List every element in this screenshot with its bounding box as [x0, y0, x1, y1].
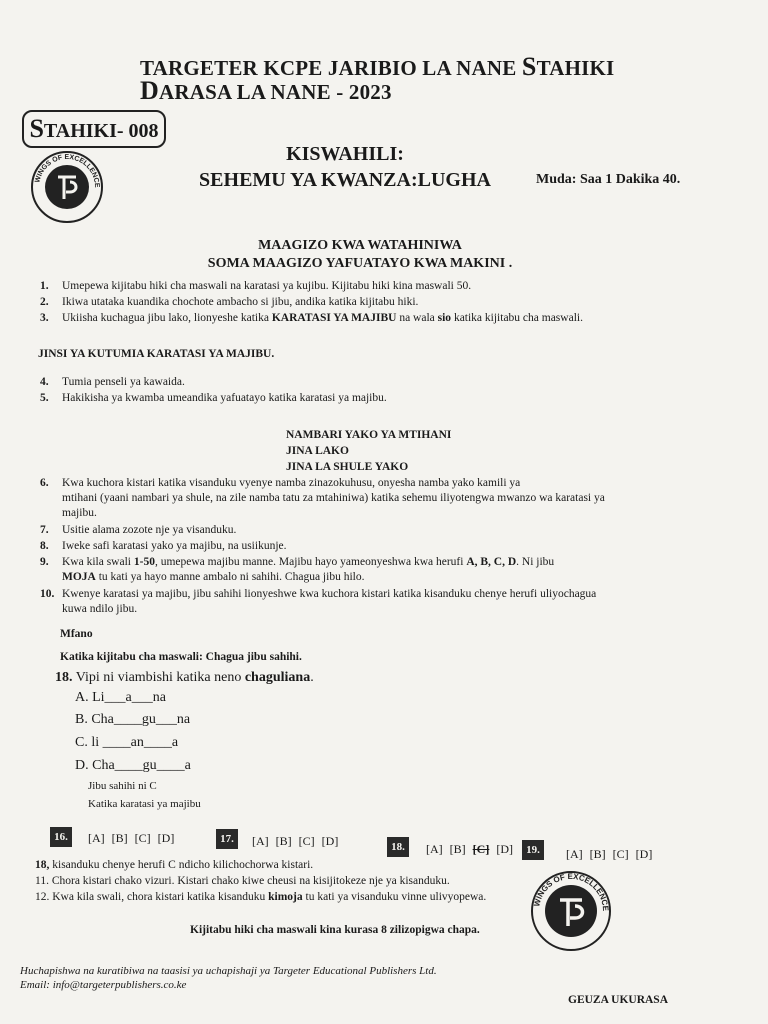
- answer-number-18: 18.: [387, 837, 409, 857]
- logo-text: WINGS OF EXCELLENCE: [34, 153, 101, 188]
- instruction-item: [40, 279, 740, 294]
- answer-options-17: [A] [B] [C] [D]: [252, 834, 339, 848]
- answer-options-19: [A] [B] [C] [D]: [566, 847, 653, 861]
- instruction-item: [40, 555, 750, 586]
- item-number: 1.: [40, 280, 49, 292]
- answer-sheet-section-heading: JINSI YA KUTUMIA KARATASI YA MAJIBU.: [38, 348, 275, 360]
- duration: Muda: Saa 1 Dakika 40.: [536, 172, 681, 187]
- instruction-item: [40, 295, 740, 310]
- answer-number-17: 17.: [216, 829, 238, 849]
- note-number: 18,: [35, 859, 50, 871]
- required-detail: JINA LAKO: [286, 445, 349, 457]
- question-text: Vipi ni viambishi katika neno: [75, 670, 245, 685]
- subject-line-2: SEHEMU YA KWANZA:LUGHA: [199, 169, 491, 191]
- required-detail: JINA LA SHULE YAKO: [286, 461, 409, 473]
- example-answer: Jibu sahihi ni C: [88, 780, 157, 792]
- subject-line-1: KISWAHILI:: [286, 143, 404, 165]
- note-text: 12. Kwa kila swali, chora kistari katika kisanduku: [35, 891, 269, 903]
- example-label: Mfano: [60, 628, 93, 640]
- exam-title-line-2: [140, 76, 392, 106]
- item-number: 6.: [40, 477, 49, 489]
- item-text: [62, 476, 605, 521]
- note-12: [35, 890, 486, 905]
- instructions-heading-line-2: SOMA MAAGIZO YAFUATAYO KWA MAKINI .: [207, 256, 513, 271]
- item-text-emphasis: A, B, C, D: [466, 556, 517, 568]
- note-11: 11. Chora kistari chako vizuri. Kistari chako kiwe cheusi na kisijitokeze nje ya kisanduku.: [35, 875, 450, 887]
- exam-title-rest: TAHIKI: [536, 56, 615, 80]
- wings-of-excellence-logo: [30, 150, 104, 224]
- publisher-footer: [20, 964, 437, 992]
- class-rest: ARASA LA NANE - 2023: [158, 80, 392, 104]
- answer-number-19: 19.: [522, 840, 544, 860]
- note-18: [35, 858, 313, 873]
- answer-option-group: [A] [B]: [426, 842, 473, 856]
- marked-option-c: [C]: [472, 842, 490, 856]
- item-number: 5.: [40, 392, 49, 404]
- answer-number-16: 16.: [50, 827, 72, 847]
- item-text: Hakikisha ya kwamba umeandika yafuatayo katika karatasi ya majibu.: [62, 392, 387, 404]
- item-text-part: tu kati ya hayo manne ambalo ni sahihi. Chagua jibu hilo.: [95, 571, 365, 583]
- item-text-part: Kwa kila swali: [62, 556, 134, 568]
- instructions-heading: [150, 237, 570, 273]
- example-option: B. Cha____gu___na: [75, 712, 191, 727]
- item-number: 8.: [40, 540, 49, 552]
- item-text-line: Kwa kuchora kistari katika visanduku vyenye namba zinazokuhusu, onyesha namba yako kamili ya: [62, 477, 521, 489]
- item-text-line: Kwenye karatasi ya majibu, jibu sahihi lionyeshwe kwa kuchora kistari katika kisanduku chenye herufi uliyochagua: [62, 588, 597, 600]
- pages-note: Kijitabu hiki cha maswali kina kurasa 8 zilizopigwa chapa.: [190, 924, 480, 936]
- item-text-emphasis: MOJA: [62, 571, 96, 583]
- note-text: tu kati ya visanduku vinne ulivyopewa.: [302, 891, 487, 903]
- item-text-line: kuwa ndilo jibu.: [62, 603, 138, 615]
- item-text-line: [62, 570, 554, 585]
- item-text-part: katika kijitabu cha maswali.: [451, 312, 583, 324]
- answer-options-16: [A] [B] [C] [D]: [88, 831, 175, 845]
- instruction-item: [40, 391, 740, 406]
- item-text-emphasis: sio: [437, 312, 452, 324]
- instruction-item: [40, 539, 740, 554]
- item-text: Umepewa kijitabu hiki cha maswali na karatasi ya kujibu. Kijitabu hiki kina maswali 50.: [62, 280, 472, 292]
- item-text-part: Ukiisha kuchagua jibu lako, lionyeshe katika: [62, 312, 272, 324]
- wings-of-excellence-logo-large: [530, 870, 612, 952]
- item-number: 4.: [40, 376, 49, 388]
- answer-options-18: [426, 842, 513, 857]
- item-text-part: na wala: [396, 312, 438, 324]
- paper-code-text: TAHIKI- 008: [43, 120, 159, 142]
- instruction-item: [40, 375, 740, 390]
- exam-title-text: TARGETER KCPE JARIBIO LA NANE: [140, 56, 522, 80]
- item-text: [62, 311, 583, 326]
- item-number: 3.: [40, 312, 49, 324]
- item-text: Tumia penseli ya kawaida.: [62, 376, 185, 388]
- item-number: 7.: [40, 524, 49, 536]
- example-option: D. Cha____gu____a: [75, 758, 191, 773]
- item-text-emphasis: 1-50: [133, 556, 155, 568]
- item-text-part: , umepewa majibu manne. Majibu hayo yameonyeshwa kwa herufi: [154, 556, 467, 568]
- item-text: Usitie alama zozote nje ya visanduku.: [62, 524, 237, 536]
- publisher-line: Huchapishwa na kuratibiwa na taasisi ya uchapishaji ya Targeter Educational Publishers Ltd.: [20, 965, 437, 977]
- answer-sheet-label: Katika karatasi ya majibu: [88, 798, 201, 810]
- item-text-line: mtihani (yaani nambari ya shule, na zile namba tatu za mtahiniwa) katika sehemu iliyotengwa mwanzo wa karatasi ya: [62, 492, 605, 504]
- item-text-emphasis: KARATASI YA MAJIBU: [271, 312, 397, 324]
- item-text: [62, 587, 596, 617]
- example-option: C. li ____an____a: [75, 735, 179, 750]
- question-text-end: .: [310, 670, 314, 685]
- publisher-email: Email: info@targeterpublishers.co.ke: [20, 979, 187, 991]
- item-text: Iweke safi karatasi yako ya majibu, na usiikunje.: [62, 540, 287, 552]
- required-detail: NAMBARI YAKO YA MTIHANI: [286, 429, 452, 441]
- instruction-item: [40, 523, 740, 538]
- logo-text: WINGS OF EXCELLENCE: [532, 871, 611, 912]
- item-number: 9.: [40, 556, 49, 568]
- turn-page-label: GEUZA UKURASA: [568, 994, 669, 1006]
- class-initial: D: [140, 76, 159, 105]
- note-text: kisanduku chenye herufi C ndicho kilichochorwa kistari.: [49, 859, 314, 871]
- exam-title-initial: S: [521, 52, 537, 81]
- item-text: [62, 555, 554, 585]
- subject-title: [160, 141, 530, 193]
- instructions-heading-line-1: MAAGIZO KWA WATAHINIWA: [258, 238, 462, 253]
- question-number: 18.: [55, 670, 73, 685]
- item-number: 2.: [40, 296, 49, 308]
- item-text-part: . Ni jibu: [516, 556, 555, 568]
- answer-option-group: [D]: [489, 842, 513, 856]
- example-instruction: Katika kijitabu cha maswali: Chagua jibu sahihi.: [60, 651, 302, 663]
- item-number: 10.: [40, 588, 55, 600]
- instruction-item: [40, 476, 750, 522]
- paper-code-initial: S: [29, 114, 44, 143]
- instruction-item: [40, 311, 740, 326]
- item-text-line: majibu.: [62, 507, 97, 519]
- question-keyword: chaguliana: [244, 670, 311, 685]
- paper-code-box: [22, 110, 166, 148]
- item-text-line: [62, 555, 554, 570]
- example-option: A. Li___a___na: [75, 690, 166, 705]
- required-details-list: [286, 427, 451, 475]
- instruction-item: [40, 587, 750, 618]
- item-text: Ikiwa utataka kuandika chochote ambacho si jibu, andika katika kijitabu hiki.: [62, 296, 419, 308]
- example-question: [55, 670, 314, 686]
- note-emphasis: kimoja: [268, 891, 303, 903]
